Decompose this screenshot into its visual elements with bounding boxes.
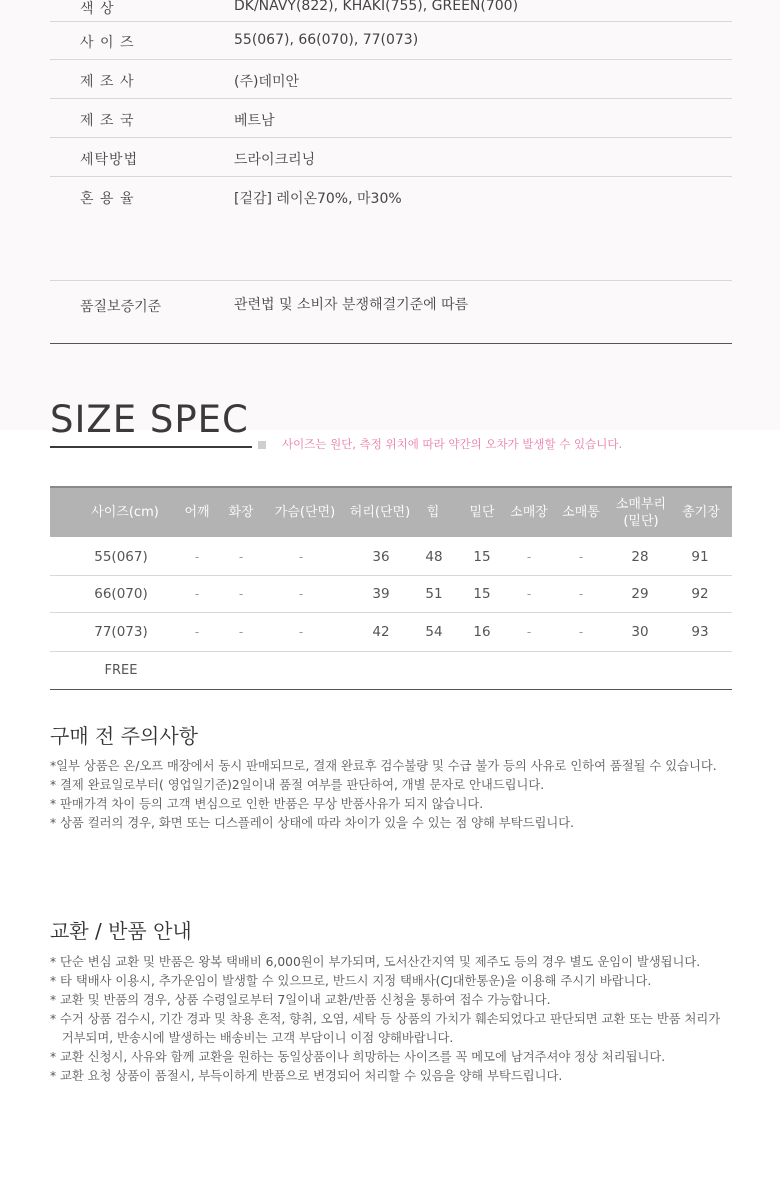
spec-cell: 51 [425,586,443,602]
spec-header-size: 사이즈(cm) [91,505,159,520]
spec-cell: - [238,549,244,564]
table-row [50,576,732,613]
spec-header-hip: 힙 [426,505,440,520]
info-table-bottom-border [50,343,732,344]
info-label: 사 이 즈 [80,35,135,51]
spec-header-total-length: 총기장 [682,505,720,520]
list-item: * 타 택배사 이용시, 추가운임이 발생할 수 있으므로, 반드시 지정 택배사(CJ대한통운)을 이용해 주시기 바랍니다. [50,974,652,988]
spec-cell: - [194,549,200,564]
purchase-notice-list [50,757,717,833]
spec-cell: 39 [372,586,390,602]
info-row-color [50,0,732,22]
spec-cell: - [298,587,304,601]
purchase-notice-title: 구매 전 주의사항 [50,724,198,748]
spec-cell: 54 [425,624,443,640]
list-item: * 교환 요청 상품이 품절시, 부득이하게 반품으로 변경되어 처리할 수 있음을 양해 부탁드립니다. [50,1069,563,1083]
spec-cell: - [526,625,532,639]
size-spec-title: SIZE SPEC [50,398,249,441]
spec-header-shoulder: 어깨 [184,505,210,520]
table-row [50,613,732,652]
spec-header-cuff: 소매부리 (밑단) [615,496,667,529]
info-value: 베트남 [234,113,275,129]
info-row-washing [50,138,732,177]
spec-header-waist: 허리(단면) [349,505,411,520]
info-value: 드라이크리닝 [234,152,316,168]
spec-cell: 30 [631,624,649,640]
spec-cell: 92 [691,586,709,602]
info-label: 제 조 국 [80,113,135,129]
spec-cell: 91 [691,548,709,565]
exchange-notice-list [50,953,720,1086]
spec-cell: 48 [425,548,443,565]
spec-cell: 42 [372,624,390,640]
spec-table-header [50,486,732,537]
note-square-icon [258,441,266,449]
spec-cell: - [194,587,200,601]
spec-cell: 28 [631,548,649,565]
list-item: * 단순 변심 교환 및 반품은 왕복 택배비 6,000원이 부가되며, 도서산간지역 및 제주도 등의 경우 별도 운임이 발생됩니다. [50,955,701,969]
info-row-size [50,21,732,60]
spec-header-sleeve-width: 소매통 [562,505,600,520]
spec-cell: 66(070) [94,586,148,602]
list-item: * 결제 완료일로부터( 영업일기준)2일이내 품절 여부를 판단하여, 개별 문자로 안내드립니다. [50,778,545,792]
spec-header-sleeve-length: 소매장 [510,505,548,520]
info-value: 관련법 및 소비자 분쟁해결기준에 따름 [234,297,469,313]
list-item: *일부 상품은 온/오프 매장에서 동시 판매되므로, 결재 완료후 검수불량 및 수급 불가 등의 사유로 인하여 품절될 수 있습니다. [50,759,717,773]
spec-cell: 16 [473,624,491,640]
info-label: 제 조 사 [80,74,135,90]
info-label: 품질보증기준 [80,299,162,315]
spec-cell: - [194,625,200,639]
spec-cell: - [526,549,532,564]
exchange-notice-title: 교환 / 반품 안내 [50,919,192,943]
spec-cell: 77(073) [94,624,148,640]
spec-header-chest: 가슴(단면) [274,505,336,520]
size-spec-underline [50,446,252,448]
list-item: * 상품 컬러의 경우, 화면 또는 디스플레이 상태에 따라 차이가 있을 수 있는 점 양해 부탁드립니다. [50,816,574,830]
spec-cell: - [238,587,244,601]
spec-cell: 15 [473,586,491,602]
list-item: * 수거 상품 검수시, 기간 경과 및 착용 흔적, 향취, 오염, 세탁 등 상품의 가치가 훼손되었다고 판단되면 교환 또는 반품 처리가 [50,1012,721,1026]
info-value: (주)데미안 [234,74,300,90]
info-label: 세탁방법 [80,152,139,168]
spec-cell: - [578,587,584,601]
info-row-country [50,99,732,138]
info-row-manufacturer [50,60,732,99]
info-value: DK/NAVY(822), KHAKI(755), GREEN(700) [234,0,519,14]
list-item: * 교환 신청시, 사유와 함께 교환을 원하는 동일상품이나 희망하는 사이즈를 꼭 메모에 남겨주셔야 정상 처리됩니다. [50,1050,666,1064]
spec-cell: 36 [372,548,390,565]
spec-table-bottom-border [50,689,732,690]
spec-cell: - [238,625,244,639]
list-item: * 판매가격 차이 등의 고객 변심으로 인한 반품은 무상 반품사유가 되지 않습니다. [50,797,484,811]
spec-cell: - [298,625,304,639]
spec-cell: FREE [104,663,138,678]
table-row [50,538,732,576]
info-value: [겉감] 레이온70%, 마30% [234,191,402,207]
size-spec-note: 사이즈는 원단, 측정 위치에 따라 약간의 오차가 발생할 수 있습니다. [282,437,623,451]
spec-cell: 55(067) [94,548,148,565]
spec-cell: - [298,549,304,564]
spec-cell: 93 [691,624,709,640]
info-label: 색 상 [80,1,115,17]
info-label: 혼 용 율 [80,191,135,207]
info-row-quality [50,281,732,343]
spec-cell: 15 [473,548,491,565]
spec-cell: - [578,549,584,564]
spec-cell: - [578,625,584,639]
spec-header-sleeve-reach: 화장 [228,505,254,520]
spec-cell: 29 [631,586,649,602]
table-row [50,652,732,689]
list-item: * 교환 및 반품의 경우, 상품 수령일로부터 7일이내 교환/반품 신청을 통하여 접수 가능합니다. [50,993,551,1007]
info-value: 55(067), 66(070), 77(073) [234,32,419,48]
info-row-material [50,177,732,281]
spec-header-hem: 밑단 [469,505,495,520]
list-item: 거부되며, 반송시에 발생하는 배송비는 고객 부담이니 이점 양해바랍니다. [50,1031,454,1045]
spec-cell: - [526,587,532,601]
